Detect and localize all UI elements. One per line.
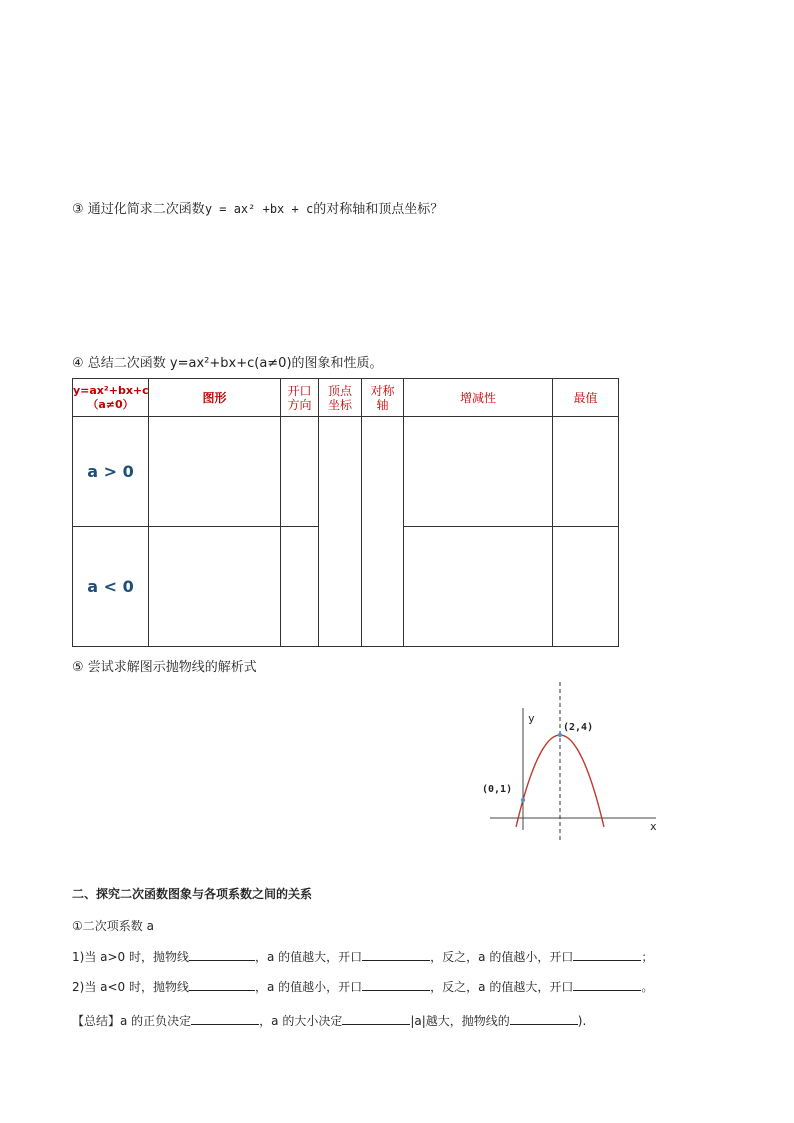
vertex-label: (2,4) xyxy=(563,722,594,733)
cell-extremum-negative xyxy=(553,527,619,647)
blank-field[interactable] xyxy=(362,948,430,961)
cell-graph-negative xyxy=(149,527,281,647)
header-opening-line1: 开口 xyxy=(287,383,312,398)
summary-part2: ，a 的大小决定 xyxy=(259,1014,343,1028)
header-graph: 图形 xyxy=(149,379,281,417)
fill-line-1-part1: 1)当 a>0 时，抛物线 xyxy=(72,950,189,964)
header-axis-line2: 轴 xyxy=(376,397,389,412)
header-function xyxy=(73,379,149,417)
summary-end: ). xyxy=(577,1014,587,1028)
table-row xyxy=(73,417,619,527)
summary-part1: 【总结】a 的正负决定 xyxy=(72,1014,192,1028)
cell-graph-positive xyxy=(149,417,281,527)
fill-line-2-part1: 2)当 a<0 时，抛物线 xyxy=(72,980,189,994)
fill-line-1-end: ； xyxy=(641,950,654,964)
cell-opening-positive xyxy=(281,417,319,527)
table-header-row xyxy=(73,379,619,417)
row-label-a-negative: a < 0 xyxy=(73,527,149,647)
question-3 xyxy=(72,198,443,217)
blank-field[interactable] xyxy=(510,1012,578,1025)
summary-part3: |a|越大，抛物线的 xyxy=(410,1014,510,1028)
header-axis-line1: 对称 xyxy=(370,383,395,398)
cell-vertex-merged xyxy=(319,417,362,647)
blank-field[interactable] xyxy=(191,1012,259,1025)
section-2-title: 二、探究二次函数图象与各项系数之间的关系 xyxy=(72,887,313,901)
header-monotonicity: 增减性 xyxy=(404,379,553,417)
question-4: ④ 总结二次函数 y=ax²+bx+c(a≠0)的图象和性质。 xyxy=(72,356,383,371)
vertex-point xyxy=(558,733,562,737)
cell-axis-merged xyxy=(362,417,404,647)
header-axis xyxy=(362,379,404,417)
blank-field[interactable] xyxy=(189,948,255,961)
cell-opening-negative xyxy=(281,527,319,647)
row-label-a-positive: a > 0 xyxy=(73,417,149,527)
fill-line-2-part2: ，a 的值越小，开口 xyxy=(255,980,363,994)
intercept-label: (0,1) xyxy=(482,784,513,795)
cell-monotonicity-negative xyxy=(404,527,553,647)
parabola-graph xyxy=(470,678,670,848)
fill-line-2 xyxy=(72,978,653,995)
section-2-subtitle: ①二次项系数 a xyxy=(72,919,154,933)
blank-field[interactable] xyxy=(342,1012,410,1025)
cell-extremum-positive xyxy=(553,417,619,527)
header-function-line1: y=ax²+bx+c xyxy=(73,383,149,397)
question-3-suffix: 的对称轴和顶点坐标？ xyxy=(313,202,444,217)
blank-field[interactable] xyxy=(362,978,430,991)
header-opening xyxy=(281,379,319,417)
header-function-line2: （a≠0） xyxy=(87,397,134,411)
header-extremum: 最值 xyxy=(553,379,619,417)
fill-line-2-end: 。 xyxy=(641,980,654,994)
blank-field[interactable] xyxy=(573,948,641,961)
fill-line-1-part3: ，反之，a 的值越小，开口 xyxy=(430,950,574,964)
header-vertex xyxy=(319,379,362,417)
x-axis-label: x xyxy=(650,820,657,833)
question-3-marker: ③ xyxy=(72,202,84,217)
header-vertex-line2: 坐标 xyxy=(327,397,352,412)
question-3-prefix: 通过化简求二次函数 xyxy=(87,202,205,217)
fill-line-1 xyxy=(72,948,653,965)
blank-field[interactable] xyxy=(189,978,255,991)
question-3-formula: y = ax² +bx + c xyxy=(204,202,314,216)
properties-table xyxy=(72,378,619,647)
header-opening-line2: 方向 xyxy=(287,397,312,412)
fill-line-1-part2: ，a 的值越大，开口 xyxy=(255,950,363,964)
header-vertex-line1: 顶点 xyxy=(327,383,352,398)
cell-monotonicity-positive xyxy=(404,417,553,527)
question-5: ⑤ 尝试求解图示抛物线的解析式 xyxy=(72,660,257,675)
fill-line-2-part3: ，反之，a 的值越大，开口 xyxy=(430,980,574,994)
y-axis-label: y xyxy=(528,712,535,725)
blank-field[interactable] xyxy=(573,978,641,991)
y-intercept-point xyxy=(521,798,525,802)
summary-line xyxy=(72,1012,586,1029)
